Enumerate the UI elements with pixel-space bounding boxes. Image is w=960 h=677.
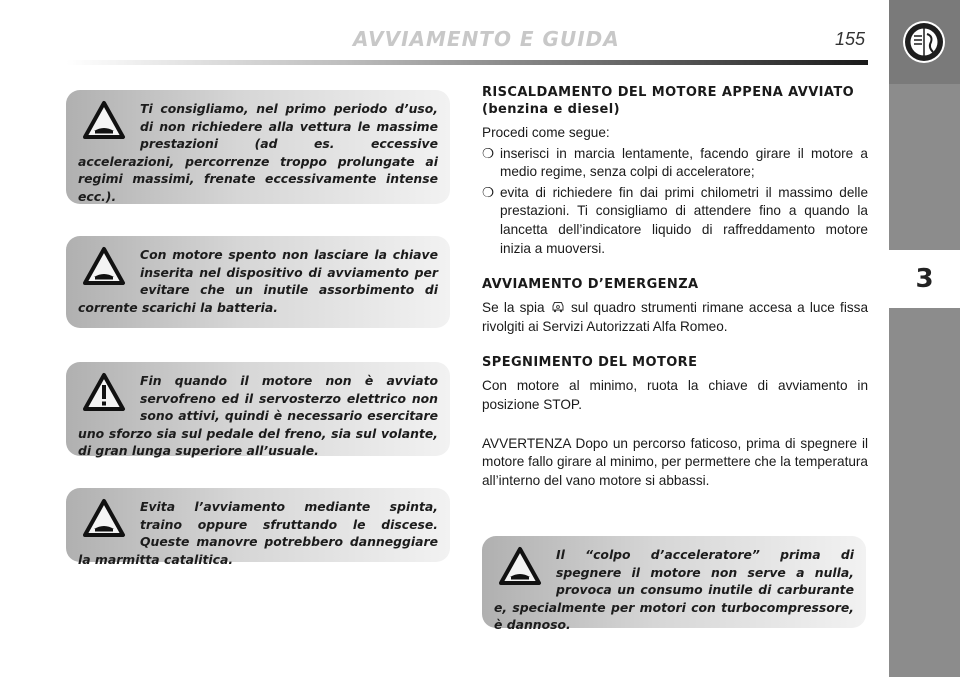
chapter-tab[interactable]: 3: [889, 250, 960, 308]
warning-box-push-start: [66, 488, 450, 567]
warning-box-servo: [66, 362, 450, 456]
warning-text: Il “colpo d’acceleratore” prima di spegnere il motore non serve a nulla, provoca un consumo inutile di carburante e, specialmente per motori con turbocompressore, è dannoso.: [494, 547, 854, 632]
warning-triangle-icon: [82, 100, 126, 140]
list-item: ❍ evita di richiedere fin dai primi chilometri il massimo delle prestazioni. Ti consigliamo di attendere fino a quando la lancetta dell’indicatore liquido di raffreddamento motore inizia a muoversi.: [482, 184, 868, 256]
immobilizer-warning-icon: [551, 300, 565, 313]
heading-stop: SPEGNIMENTO DEL MOTORE: [482, 355, 698, 371]
header-rule: [66, 60, 868, 65]
warning-text: Fin quando il motore non è avviato servofreno ed il servosterzo elettrico non sono attivi, quindi è necessario esercitare uno sforzo sia sul pedale del freno, sia sul volante, di gran lunga superiore all’usuale.: [78, 373, 438, 458]
warmup-intro: Procedi come segue:: [482, 125, 610, 140]
warning-text: Con motore spento non lasciare la chiave inserita nel dispositivo di avviamento per evitare che un inutile assorbimento di corrente scarichi la batteria.: [78, 247, 438, 315]
warning-text: Evita l’avviamento mediante spinta, traino oppure sfruttando le discese. Queste manovre potrebbero danneggiare la marmitta catalitica.: [78, 499, 438, 567]
heading-warmup: RISCALDAMENTO DEL MOTORE APPENA AVVIATO (benzina e diesel): [482, 85, 855, 117]
stop-text: Con motore al minimo, ruota la chiave di avviamento in posizione STOP.: [482, 378, 868, 412]
warning-triangle-icon: [498, 546, 542, 586]
chapter-sidebar: [889, 0, 960, 677]
warning-box-first-use: [66, 90, 450, 204]
main-content: [482, 84, 868, 490]
logo-box: [889, 0, 960, 84]
bullet-circle-icon: ❍: [482, 184, 495, 200]
alfa-romeo-logo-icon: [902, 20, 946, 64]
warning-triangle-icon: [82, 246, 126, 286]
bullet-circle-icon: ❍: [482, 145, 495, 161]
heading-emergency: AVVIAMENTO D’EMERGENZA: [482, 277, 699, 293]
list-item: ❍ inserisci in marcia lentamente, facendo girare il motore a medio regime, senza colpi di acceleratore;: [482, 145, 868, 180]
section-title: AVVIAMENTO E GUIDA: [353, 27, 620, 51]
warning-exclamation-icon: [82, 372, 126, 412]
warmup-list: [482, 145, 868, 259]
emergency-text: Se la spia sul quadro strumenti rimane accesa a luce fissa rivolgiti ai Servizi Autorizzati Alfa Romeo.: [482, 300, 869, 334]
stop-advice: AVVERTENZA Dopo un percorso faticoso, prima di spegnere il motore fallo girare al minimo, per permettere che la temperatura all’interno del vano motore si abbassi.: [482, 435, 868, 488]
warning-text: Ti consigliamo, nel primo periodo d’uso, di non richiedere alla vettura le massime prestazioni (ad es. eccessive accelerazioni, percorrenze troppo prolungate ai regimi massimi, frenate eccessivamente intense ecc.).: [78, 101, 438, 204]
warning-triangle-icon: [82, 498, 126, 538]
page-number: 155: [835, 29, 866, 49]
warning-box-key: [66, 236, 450, 328]
warning-box-throttle: [482, 536, 866, 632]
